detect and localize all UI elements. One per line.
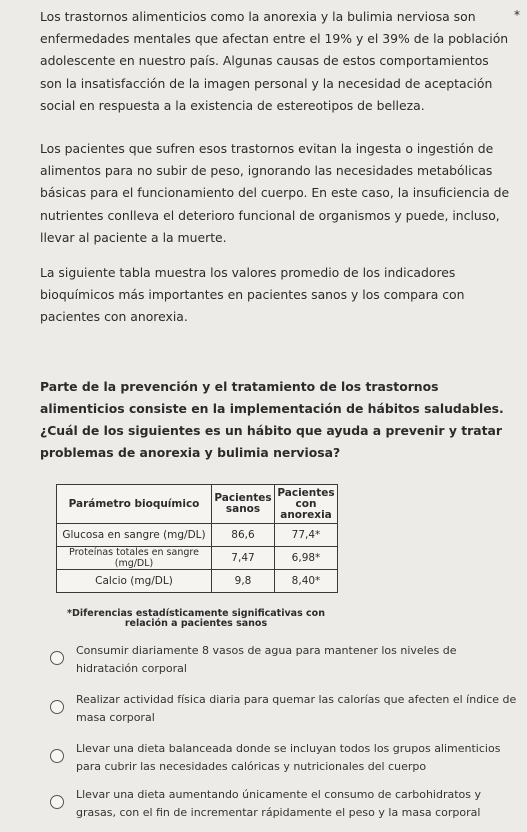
answer-option-label: Llevar una dieta balanceada donde se incluyan todos los grupos alimenticios para cubrir las necesidades calóricas y nutricionales del cuerpo [76, 742, 501, 773]
radio-button[interactable] [50, 700, 64, 714]
table-row [57, 570, 338, 593]
answer-option-label: Llevar una dieta aumentando únicamente el consumo de carbohidratos y grasas, con el fin de incrementar rápidamente el peso y la masa corporal [76, 788, 482, 819]
table-cell: 6,98* [275, 547, 338, 570]
table-row [57, 547, 338, 570]
intro-paragraph-1: Los trastornos alimenticios como la anorexia y la bulimia nerviosa son enfermedades mentales que afectan entre el 19% y el 39% de la población adolescente en nuestro país. Algunas causas de estos comportamientos son la insatisfacción de la imagen personal y la necesidad de aceptación social en respuesta a la existencia de estereotipos de belleza. [40, 9, 509, 113]
required-mark: * [514, 8, 520, 22]
table-header-cell: Pacientes sanos [212, 485, 275, 524]
table-header-row [57, 485, 338, 524]
table-cell: 86,6 [212, 524, 275, 547]
table-header-cell: Pacientes con anorexia [275, 485, 338, 524]
table-cell: Calcio (mg/DL) [57, 570, 212, 593]
intro-paragraph-2: Los pacientes que sufren esos trastornos evitan la ingesta o ingestión de alimentos para no subir de peso, ignorando las necesidades metabólicas básicas para el funcionamiento del cuerpo. En este caso, la insuficiencia de nutrientes conlleva el deterioro funcional de organismos y puede, incluso, llevar al paciente a la muerte. [40, 141, 510, 245]
answer-option-label: Realizar actividad física diaria para quemar las calorías que afecten el índice de masa corporal [76, 693, 517, 724]
table-header-cell: Parámetro bioquímico [57, 485, 212, 524]
radio-button[interactable] [50, 749, 64, 763]
table-cell: Glucosa en sangre (mg/DL) [57, 524, 212, 547]
table-footnote: *Diferencias estadísticamente significativas con relación a pacientes sanos [67, 608, 325, 629]
radio-button[interactable] [50, 795, 64, 809]
table-cell: 77,4* [275, 524, 338, 547]
table-cell: 7,47 [212, 547, 275, 570]
radio-button[interactable] [50, 651, 64, 665]
question-text: Parte de la prevención y el tratamiento de los trastornos alimenticios consiste en la implementación de hábitos saludables. ¿Cuál de los siguientes es un hábito que ayuda a prevenir y tratar problemas de anorexia y bulimia nerviosa? [40, 379, 504, 460]
table-cell: Proteínas totales en sangre (mg/DL) [57, 547, 212, 570]
table-cell: 8,40* [275, 570, 338, 593]
table-row [57, 524, 338, 547]
intro-paragraph-3: La siguiente tabla muestra los valores promedio de los indicadores bioquímicos más importantes en pacientes sanos y los compara con pacientes con anorexia. [40, 265, 465, 325]
biochemical-table [56, 484, 338, 593]
table-cell: 9,8 [212, 570, 275, 593]
answer-option-label: Consumir diariamente 8 vasos de agua para mantener los niveles de hidratación corporal [76, 644, 457, 675]
